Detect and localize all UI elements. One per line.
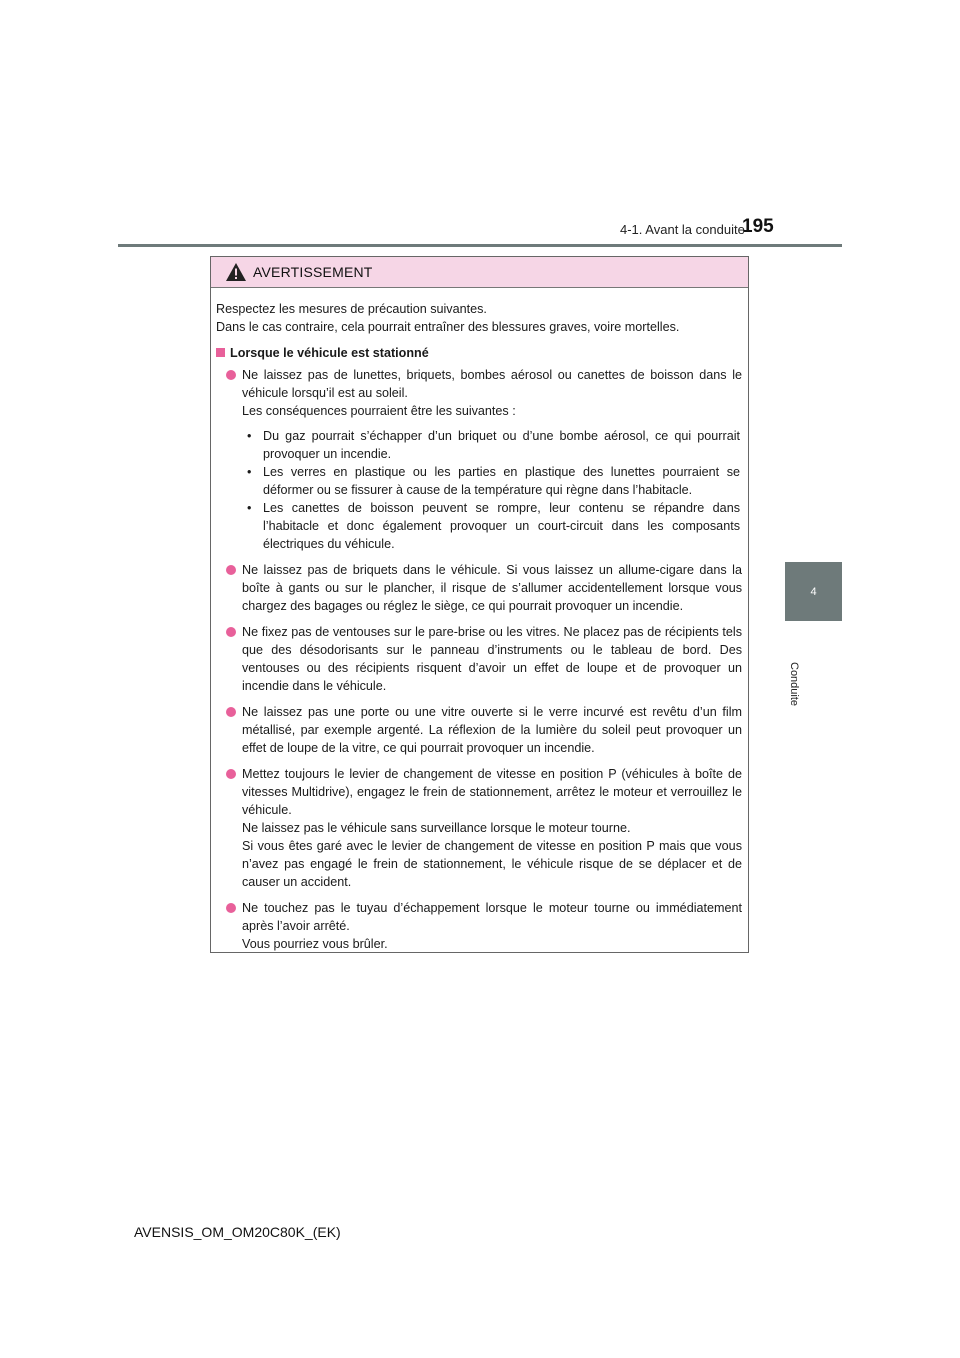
warning-box bbox=[210, 256, 749, 953]
sub-item-text: Les verres en plastique ou les parties en plastique des lunettes pourraient se déformer ou se fissurer à cause de la température qui règne dans l’habitacle. bbox=[263, 465, 740, 497]
bullet-paragraph: Ne fixez pas de ventouses sur le pare-brise ou les vitres. Ne placez pas de récipients tels que des désodorisants sur le panneau d’instruments ou le tableau de bord. Des ventouses ou des récipients risquent d’avoir un effet de loupe et de provoquer un incendie dans le véhicule. bbox=[242, 625, 742, 693]
circle-bullet-icon bbox=[226, 903, 236, 913]
warning-body bbox=[211, 288, 748, 953]
chapter-label: Conduite bbox=[788, 662, 800, 707]
sub-item bbox=[242, 427, 742, 463]
bullet-paragraph: Les conséquences pourraient être les suivantes : bbox=[242, 404, 516, 418]
circle-bullet-icon bbox=[226, 370, 236, 380]
chapter-number: 4 bbox=[810, 585, 817, 598]
bullet-item bbox=[216, 703, 742, 757]
circle-bullet-icon bbox=[226, 769, 236, 779]
header-section-title: 4-1. Avant la conduite bbox=[620, 222, 745, 237]
bullet-item bbox=[216, 561, 742, 615]
bullet-paragraph: Ne laissez pas de briquets dans le véhicule. Si vous laissez un allume-cigare dans la boîte à gants ou sur le plancher, il risque de s’allumer accidentellement lorsque vous chargez des bagages ou réglez le siège, ce qui pourrait provoquer un incendie. bbox=[242, 563, 742, 613]
sub-item-text: Les canettes de boisson peuvent se rompre, leur contenu se répandre dans l’habitacle et donc également provoquer un court-circuit dans les composants électriques du véhicule. bbox=[263, 501, 740, 551]
bullet-paragraph: Vous pourriez vous brûler. bbox=[242, 937, 388, 951]
warning-header bbox=[211, 257, 748, 288]
section-heading bbox=[216, 344, 742, 362]
bullet-text bbox=[242, 623, 742, 695]
circle-bullet-icon bbox=[226, 627, 236, 637]
section-heading-text: Lorsque le véhicule est stationné bbox=[230, 346, 429, 360]
circle-bullet-icon bbox=[226, 707, 236, 717]
footer-document-code: AVENSIS_OM_OM20C80K_(EK) bbox=[134, 1224, 341, 1240]
bullet-paragraph: Ne laissez pas le véhicule sans surveillance lorsque le moteur tourne. bbox=[242, 821, 631, 835]
bullet-item bbox=[216, 366, 742, 553]
bullet-text bbox=[242, 561, 742, 615]
header-rule bbox=[118, 244, 842, 247]
bullet-text bbox=[242, 899, 742, 953]
warning-title: AVERTISSEMENT bbox=[253, 264, 373, 280]
square-bullet-icon bbox=[216, 348, 225, 357]
warning-triangle-icon bbox=[225, 262, 247, 282]
bullet-item bbox=[216, 623, 742, 695]
page-number: 195 bbox=[742, 216, 774, 237]
bullet-paragraph: Ne laissez pas une porte ou une vitre ouverte si le verre incurvé est revêtu d’un film métallisé, par exemple argenté. La réflexion de la lumière du soleil peut provoquer un effet de loupe de la vitre, ce qui pourrait provoquer un incendie. bbox=[242, 705, 742, 755]
chapter-tab bbox=[785, 562, 842, 621]
bullet-item bbox=[216, 765, 742, 891]
bullet-paragraph: Ne laissez pas de lunettes, briquets, bombes aérosol ou canettes de boisson dans le véhicule lorsqu’il est au soleil. bbox=[242, 368, 742, 400]
sub-item bbox=[242, 463, 742, 499]
bullet-item bbox=[216, 899, 742, 953]
bullet-paragraph: Ne touchez pas le tuyau d’échappement lorsque le moteur tourne ou immédiatement après l’avoir arrêté. bbox=[242, 901, 742, 933]
sub-item bbox=[242, 499, 742, 553]
sub-item-text: Du gaz pourrait s’échapper d’un briquet ou d’une bombe aérosol, ce qui pourrait provoquer un incendie. bbox=[263, 429, 740, 461]
circle-bullet-icon bbox=[226, 565, 236, 575]
sub-dot-icon: • bbox=[247, 465, 252, 479]
sub-dot-icon: • bbox=[247, 429, 252, 443]
bullet-text bbox=[242, 366, 742, 553]
bullet-paragraph: Mettez toujours le levier de changement de vitesse en position P (véhicules à boîte de vitesses Multidrive), engagez le frein de stationnement, arrêtez le moteur et verrouillez le véhicule. bbox=[242, 767, 742, 817]
bullet-text bbox=[242, 765, 742, 891]
sub-dot-icon: • bbox=[247, 501, 252, 515]
intro-line: Dans le cas contraire, cela pourrait entraîner des blessures graves, voire mortelles. bbox=[216, 320, 680, 334]
sub-list bbox=[242, 427, 742, 553]
warning-intro bbox=[216, 300, 742, 336]
bullet-paragraph: Si vous êtes garé avec le levier de changement de vitesse en position P mais que vous n’avez pas engagé le frein de stationnement, le véhicule risque de se déplacer et de causer un accident. bbox=[242, 839, 742, 889]
intro-line: Respectez les mesures de précaution suivantes. bbox=[216, 302, 487, 316]
bullet-text bbox=[242, 703, 742, 757]
